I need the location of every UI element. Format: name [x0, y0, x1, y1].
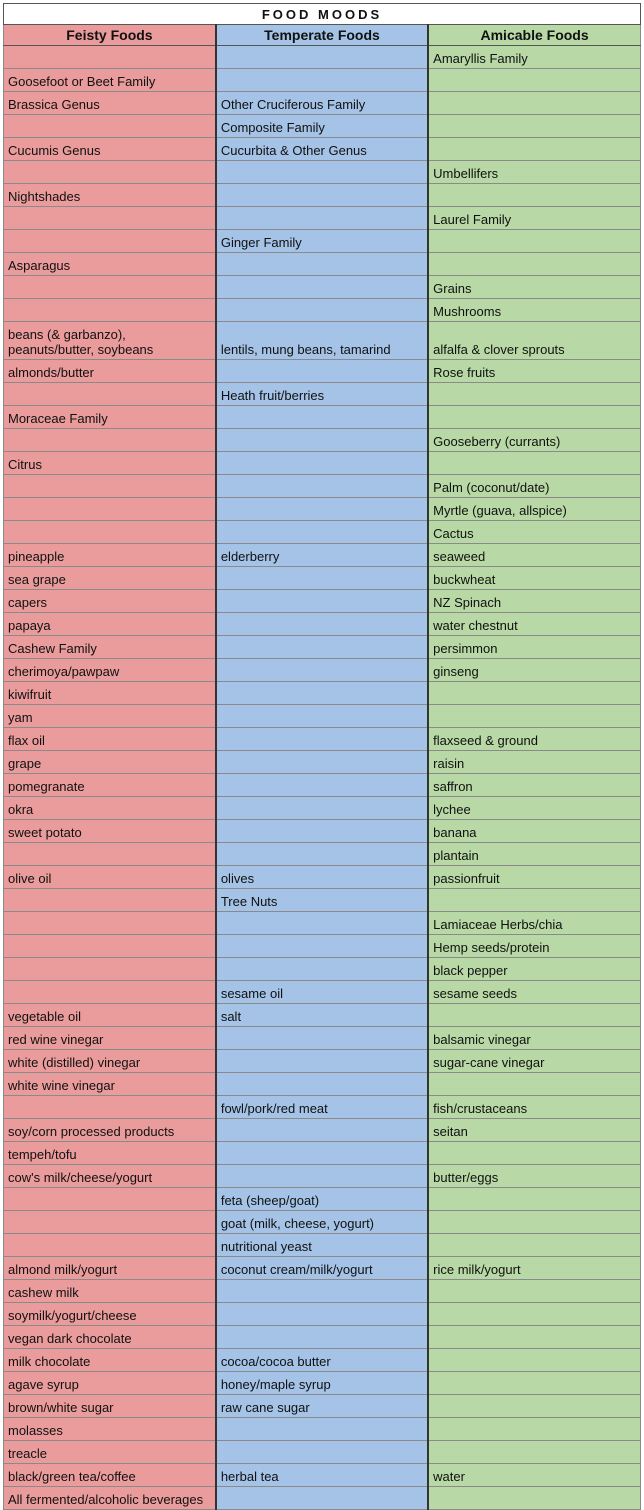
- temperate-cell[interactable]: [216, 705, 428, 728]
- table-row: [4, 912, 641, 935]
- temperate-cell[interactable]: elderberry: [216, 544, 428, 567]
- feisty-cell[interactable]: soymilk/yogurt/cheese: [4, 1303, 216, 1326]
- temperate-cell[interactable]: [216, 184, 428, 207]
- temperate-cell[interactable]: Heath fruit/berries: [216, 383, 428, 406]
- amicable-cell[interactable]: raisin: [428, 751, 640, 774]
- temperate-cell[interactable]: goat (milk, cheese, yogurt): [216, 1211, 428, 1234]
- amicable-cell[interactable]: Lamiaceae Herbs/chia: [428, 912, 640, 935]
- table-row: [4, 161, 641, 184]
- amicable-cell[interactable]: [428, 138, 640, 161]
- amicable-cell[interactable]: [428, 184, 640, 207]
- feisty-cell[interactable]: almonds/butter: [4, 360, 216, 383]
- temperate-cell[interactable]: [216, 1280, 428, 1303]
- feisty-cell[interactable]: [4, 935, 216, 958]
- table-row: [4, 659, 641, 682]
- temperate-cell[interactable]: [216, 498, 428, 521]
- table-row: [4, 1280, 641, 1303]
- table-row: [4, 1372, 641, 1395]
- temperate-cell[interactable]: [216, 1303, 428, 1326]
- amicable-cell[interactable]: [428, 889, 640, 912]
- temperate-cell[interactable]: salt: [216, 1004, 428, 1027]
- amicable-cell[interactable]: Gooseberry (currants): [428, 429, 640, 452]
- feisty-cell[interactable]: white (distilled) vinegar: [4, 1050, 216, 1073]
- feisty-cell[interactable]: vegetable oil: [4, 1004, 216, 1027]
- table-row: [4, 1395, 641, 1418]
- amicable-cell[interactable]: seitan: [428, 1119, 640, 1142]
- table-row: [4, 1211, 641, 1234]
- table-row: [4, 1073, 641, 1096]
- temperate-cell[interactable]: herbal tea: [216, 1464, 428, 1487]
- amicable-cell[interactable]: persimmon: [428, 636, 640, 659]
- amicable-cell[interactable]: Myrtle (guava, allspice): [428, 498, 640, 521]
- temperate-cell[interactable]: [216, 1050, 428, 1073]
- temperate-cell[interactable]: [216, 1142, 428, 1165]
- table-row: [4, 1027, 641, 1050]
- feisty-cell[interactable]: [4, 521, 216, 544]
- amicable-cell[interactable]: [428, 1073, 640, 1096]
- table-row: [4, 889, 641, 912]
- temperate-cell[interactable]: [216, 590, 428, 613]
- feisty-cell[interactable]: Cucumis Genus: [4, 138, 216, 161]
- feisty-cell[interactable]: [4, 383, 216, 406]
- table-row: [4, 728, 641, 751]
- amicable-cell[interactable]: [428, 705, 640, 728]
- feisty-cell[interactable]: beans (& garbanzo), peanuts/butter, soybeans: [4, 322, 216, 360]
- amicable-cell[interactable]: Palm (coconut/date): [428, 475, 640, 498]
- table-row: [4, 751, 641, 774]
- temperate-cell[interactable]: honey/maple syrup: [216, 1372, 428, 1395]
- table-row: [4, 475, 641, 498]
- temperate-cell[interactable]: [216, 1487, 428, 1510]
- table-row: [4, 184, 641, 207]
- amicable-cell[interactable]: [428, 682, 640, 705]
- amicable-cell[interactable]: plantain: [428, 843, 640, 866]
- column-header-temperate[interactable]: Temperate Foods: [216, 25, 428, 46]
- temperate-cell[interactable]: raw cane sugar: [216, 1395, 428, 1418]
- amicable-cell[interactable]: [428, 1418, 640, 1441]
- feisty-cell[interactable]: [4, 46, 216, 69]
- feisty-cell[interactable]: Goosefoot or Beet Family: [4, 69, 216, 92]
- temperate-cell[interactable]: [216, 161, 428, 184]
- table-row: [4, 797, 641, 820]
- table-row: [4, 544, 641, 567]
- table-row: [4, 1257, 641, 1280]
- table-row: [4, 866, 641, 889]
- feisty-cell[interactable]: grape: [4, 751, 216, 774]
- feisty-cell[interactable]: Moraceae Family: [4, 406, 216, 429]
- feisty-cell[interactable]: [4, 889, 216, 912]
- temperate-cell[interactable]: [216, 452, 428, 475]
- amicable-cell[interactable]: [428, 1234, 640, 1257]
- temperate-cell[interactable]: fowl/pork/red meat: [216, 1096, 428, 1119]
- table-row: [4, 92, 641, 115]
- amicable-cell[interactable]: [428, 1349, 640, 1372]
- food-moods-table: [3, 3, 641, 1510]
- feisty-cell[interactable]: [4, 207, 216, 230]
- table-row: [4, 1119, 641, 1142]
- feisty-cell[interactable]: molasses: [4, 1418, 216, 1441]
- table-row: [4, 1303, 641, 1326]
- amicable-cell[interactable]: rice milk/yogurt: [428, 1257, 640, 1280]
- feisty-cell[interactable]: [4, 115, 216, 138]
- temperate-cell[interactable]: [216, 69, 428, 92]
- temperate-cell[interactable]: [216, 46, 428, 69]
- feisty-cell[interactable]: soy/corn processed products: [4, 1119, 216, 1142]
- amicable-cell[interactable]: Rose fruits: [428, 360, 640, 383]
- temperate-cell[interactable]: olives: [216, 866, 428, 889]
- temperate-cell[interactable]: [216, 1027, 428, 1050]
- temperate-cell[interactable]: [216, 843, 428, 866]
- feisty-cell[interactable]: [4, 475, 216, 498]
- table-row: [4, 1464, 641, 1487]
- temperate-cell[interactable]: Cucurbita & Other Genus: [216, 138, 428, 161]
- amicable-cell[interactable]: seaweed: [428, 544, 640, 567]
- table-row: [4, 1349, 641, 1372]
- table-row: [4, 590, 641, 613]
- feisty-cell[interactable]: All fermented/alcoholic beverages: [4, 1487, 216, 1510]
- header-row: [4, 25, 641, 46]
- table-row: [4, 138, 641, 161]
- feisty-cell[interactable]: [4, 299, 216, 322]
- amicable-cell[interactable]: water: [428, 1464, 640, 1487]
- table-row: [4, 1096, 641, 1119]
- feisty-cell[interactable]: milk chocolate: [4, 1349, 216, 1372]
- temperate-cell[interactable]: [216, 912, 428, 935]
- temperate-cell[interactable]: nutritional yeast: [216, 1234, 428, 1257]
- amicable-cell[interactable]: [428, 1280, 640, 1303]
- table-row: [4, 207, 641, 230]
- table-row: [4, 958, 641, 981]
- feisty-cell[interactable]: [4, 276, 216, 299]
- feisty-cell[interactable]: cashew milk: [4, 1280, 216, 1303]
- table-row: [4, 452, 641, 475]
- amicable-cell[interactable]: [428, 230, 640, 253]
- table-row: [4, 636, 641, 659]
- table-row: [4, 69, 641, 92]
- feisty-cell[interactable]: brown/white sugar: [4, 1395, 216, 1418]
- feisty-cell[interactable]: red wine vinegar: [4, 1027, 216, 1050]
- feisty-cell[interactable]: black/green tea/coffee: [4, 1464, 216, 1487]
- temperate-cell[interactable]: [216, 521, 428, 544]
- table-row: [4, 360, 641, 383]
- table-row: [4, 322, 641, 360]
- table-row: [4, 1418, 641, 1441]
- feisty-cell[interactable]: papaya: [4, 613, 216, 636]
- column-header-amicable[interactable]: Amicable Foods: [428, 25, 640, 46]
- table-row: [4, 230, 641, 253]
- amicable-cell[interactable]: [428, 1395, 640, 1418]
- feisty-cell[interactable]: [4, 1188, 216, 1211]
- amicable-cell[interactable]: sugar-cane vinegar: [428, 1050, 640, 1073]
- amicable-cell[interactable]: [428, 452, 640, 475]
- temperate-cell[interactable]: Composite Family: [216, 115, 428, 138]
- table-row: [4, 613, 641, 636]
- temperate-cell[interactable]: [216, 276, 428, 299]
- feisty-cell[interactable]: tempeh/tofu: [4, 1142, 216, 1165]
- table-row: [4, 1326, 641, 1349]
- temperate-cell[interactable]: [216, 567, 428, 590]
- feisty-cell[interactable]: agave syrup: [4, 1372, 216, 1395]
- feisty-cell[interactable]: pineapple: [4, 544, 216, 567]
- table-row: [4, 1188, 641, 1211]
- table-row: [4, 1165, 641, 1188]
- table-row: [4, 682, 641, 705]
- amicable-cell[interactable]: flaxseed & ground: [428, 728, 640, 751]
- feisty-cell[interactable]: sweet potato: [4, 820, 216, 843]
- temperate-cell[interactable]: [216, 253, 428, 276]
- temperate-cell[interactable]: [216, 1119, 428, 1142]
- amicable-cell[interactable]: banana: [428, 820, 640, 843]
- temperate-cell[interactable]: [216, 820, 428, 843]
- temperate-cell[interactable]: lentils, mung beans, tamarind: [216, 322, 428, 360]
- amicable-cell[interactable]: butter/eggs: [428, 1165, 640, 1188]
- feisty-cell[interactable]: Citrus: [4, 452, 216, 475]
- amicable-cell[interactable]: water chestnut: [428, 613, 640, 636]
- temperate-cell[interactable]: Other Cruciferous Family: [216, 92, 428, 115]
- feisty-cell[interactable]: Nightshades: [4, 184, 216, 207]
- table-row: [4, 1441, 641, 1464]
- feisty-cell[interactable]: cow's milk/cheese/yogurt: [4, 1165, 216, 1188]
- amicable-cell[interactable]: Cactus: [428, 521, 640, 544]
- amicable-cell[interactable]: black pepper: [428, 958, 640, 981]
- amicable-cell[interactable]: [428, 1211, 640, 1234]
- amicable-cell[interactable]: [428, 1188, 640, 1211]
- table-row: [4, 1487, 641, 1510]
- amicable-cell[interactable]: Mushrooms: [428, 299, 640, 322]
- table-row: [4, 406, 641, 429]
- temperate-cell[interactable]: [216, 360, 428, 383]
- amicable-cell[interactable]: [428, 1303, 640, 1326]
- temperate-cell[interactable]: [216, 1073, 428, 1096]
- amicable-cell[interactable]: Grains: [428, 276, 640, 299]
- feisty-cell[interactable]: [4, 912, 216, 935]
- feisty-cell[interactable]: [4, 1096, 216, 1119]
- column-header-feisty[interactable]: Feisty Foods: [4, 25, 216, 46]
- sheet-title: FOOD MOODS: [4, 4, 641, 25]
- amicable-cell[interactable]: lychee: [428, 797, 640, 820]
- table-row: [4, 843, 641, 866]
- temperate-cell[interactable]: [216, 475, 428, 498]
- table-body: [4, 46, 641, 1510]
- temperate-cell[interactable]: [216, 429, 428, 452]
- feisty-cell[interactable]: [4, 843, 216, 866]
- feisty-cell[interactable]: Brassica Genus: [4, 92, 216, 115]
- table-row: [4, 1050, 641, 1073]
- feisty-cell[interactable]: olive oil: [4, 866, 216, 889]
- temperate-cell[interactable]: [216, 207, 428, 230]
- temperate-cell[interactable]: [216, 659, 428, 682]
- table-row: [4, 1142, 641, 1165]
- feisty-cell[interactable]: [4, 498, 216, 521]
- amicable-cell[interactable]: [428, 1441, 640, 1464]
- temperate-cell[interactable]: [216, 935, 428, 958]
- feisty-cell[interactable]: Cashew Family: [4, 636, 216, 659]
- feisty-cell[interactable]: vegan dark chocolate: [4, 1326, 216, 1349]
- amicable-cell[interactable]: ginseng: [428, 659, 640, 682]
- feisty-cell[interactable]: [4, 161, 216, 184]
- feisty-cell[interactable]: [4, 981, 216, 1004]
- table-row: [4, 253, 641, 276]
- temperate-cell[interactable]: [216, 636, 428, 659]
- amicable-cell[interactable]: [428, 69, 640, 92]
- table-row: [4, 935, 641, 958]
- temperate-cell[interactable]: [216, 682, 428, 705]
- amicable-cell[interactable]: [428, 115, 640, 138]
- feisty-cell[interactable]: treacle: [4, 1441, 216, 1464]
- table-row: [4, 521, 641, 544]
- amicable-cell[interactable]: [428, 253, 640, 276]
- feisty-cell[interactable]: [4, 429, 216, 452]
- amicable-cell[interactable]: [428, 406, 640, 429]
- temperate-cell[interactable]: sesame oil: [216, 981, 428, 1004]
- amicable-cell[interactable]: [428, 92, 640, 115]
- feisty-cell[interactable]: kiwifruit: [4, 682, 216, 705]
- temperate-cell[interactable]: [216, 406, 428, 429]
- feisty-cell[interactable]: white wine vinegar: [4, 1073, 216, 1096]
- table-row: [4, 299, 641, 322]
- amicable-cell[interactable]: sesame seeds: [428, 981, 640, 1004]
- amicable-cell[interactable]: Amaryllis Family: [428, 46, 640, 69]
- amicable-cell[interactable]: [428, 1142, 640, 1165]
- temperate-cell[interactable]: Tree Nuts: [216, 889, 428, 912]
- feisty-cell[interactable]: [4, 958, 216, 981]
- amicable-cell[interactable]: [428, 1004, 640, 1027]
- temperate-cell[interactable]: [216, 958, 428, 981]
- temperate-cell[interactable]: [216, 613, 428, 636]
- temperate-cell[interactable]: [216, 751, 428, 774]
- feisty-cell[interactable]: Asparagus: [4, 253, 216, 276]
- feisty-cell[interactable]: okra: [4, 797, 216, 820]
- table-row: [4, 383, 641, 406]
- table-row: [4, 705, 641, 728]
- amicable-cell[interactable]: [428, 383, 640, 406]
- temperate-cell[interactable]: Ginger Family: [216, 230, 428, 253]
- temperate-cell[interactable]: [216, 774, 428, 797]
- amicable-cell[interactable]: NZ Spinach: [428, 590, 640, 613]
- temperate-cell[interactable]: cocoa/cocoa butter: [216, 1349, 428, 1372]
- amicable-cell[interactable]: passionfruit: [428, 866, 640, 889]
- feisty-cell[interactable]: yam: [4, 705, 216, 728]
- temperate-cell[interactable]: [216, 1441, 428, 1464]
- table-row: [4, 567, 641, 590]
- amicable-cell[interactable]: buckwheat: [428, 567, 640, 590]
- table-row: [4, 429, 641, 452]
- table-row: [4, 46, 641, 69]
- table-row: [4, 981, 641, 1004]
- amicable-cell[interactable]: balsamic vinegar: [428, 1027, 640, 1050]
- table-row: [4, 115, 641, 138]
- feisty-cell[interactable]: [4, 1211, 216, 1234]
- table-row: [4, 1004, 641, 1027]
- feisty-cell[interactable]: [4, 1234, 216, 1257]
- temperate-cell[interactable]: [216, 797, 428, 820]
- temperate-cell[interactable]: [216, 728, 428, 751]
- amicable-cell[interactable]: [428, 1326, 640, 1349]
- feisty-cell[interactable]: almond milk/yogurt: [4, 1257, 216, 1280]
- temperate-cell[interactable]: feta (sheep/goat): [216, 1188, 428, 1211]
- temperate-cell[interactable]: [216, 1418, 428, 1441]
- temperate-cell[interactable]: coconut cream/milk/yogurt: [216, 1257, 428, 1280]
- table-row: [4, 820, 641, 843]
- feisty-cell[interactable]: sea grape: [4, 567, 216, 590]
- amicable-cell[interactable]: fish/crustaceans: [428, 1096, 640, 1119]
- amicable-cell[interactable]: Hemp seeds/protein: [428, 935, 640, 958]
- amicable-cell[interactable]: Umbellifers: [428, 161, 640, 184]
- feisty-cell[interactable]: pomegranate: [4, 774, 216, 797]
- temperate-cell[interactable]: [216, 1165, 428, 1188]
- table-row: [4, 498, 641, 521]
- feisty-cell[interactable]: cherimoya/pawpaw: [4, 659, 216, 682]
- amicable-cell[interactable]: Laurel Family: [428, 207, 640, 230]
- table-row: [4, 774, 641, 797]
- table-row: [4, 1234, 641, 1257]
- amicable-cell[interactable]: [428, 1372, 640, 1395]
- feisty-cell[interactable]: capers: [4, 590, 216, 613]
- amicable-cell[interactable]: saffron: [428, 774, 640, 797]
- temperate-cell[interactable]: [216, 1326, 428, 1349]
- amicable-cell[interactable]: [428, 1487, 640, 1510]
- amicable-cell[interactable]: alfalfa & clover sprouts: [428, 322, 640, 360]
- temperate-cell[interactable]: [216, 299, 428, 322]
- feisty-cell[interactable]: [4, 230, 216, 253]
- food-moods-sheet: [3, 3, 641, 1510]
- feisty-cell[interactable]: flax oil: [4, 728, 216, 751]
- table-row: [4, 276, 641, 299]
